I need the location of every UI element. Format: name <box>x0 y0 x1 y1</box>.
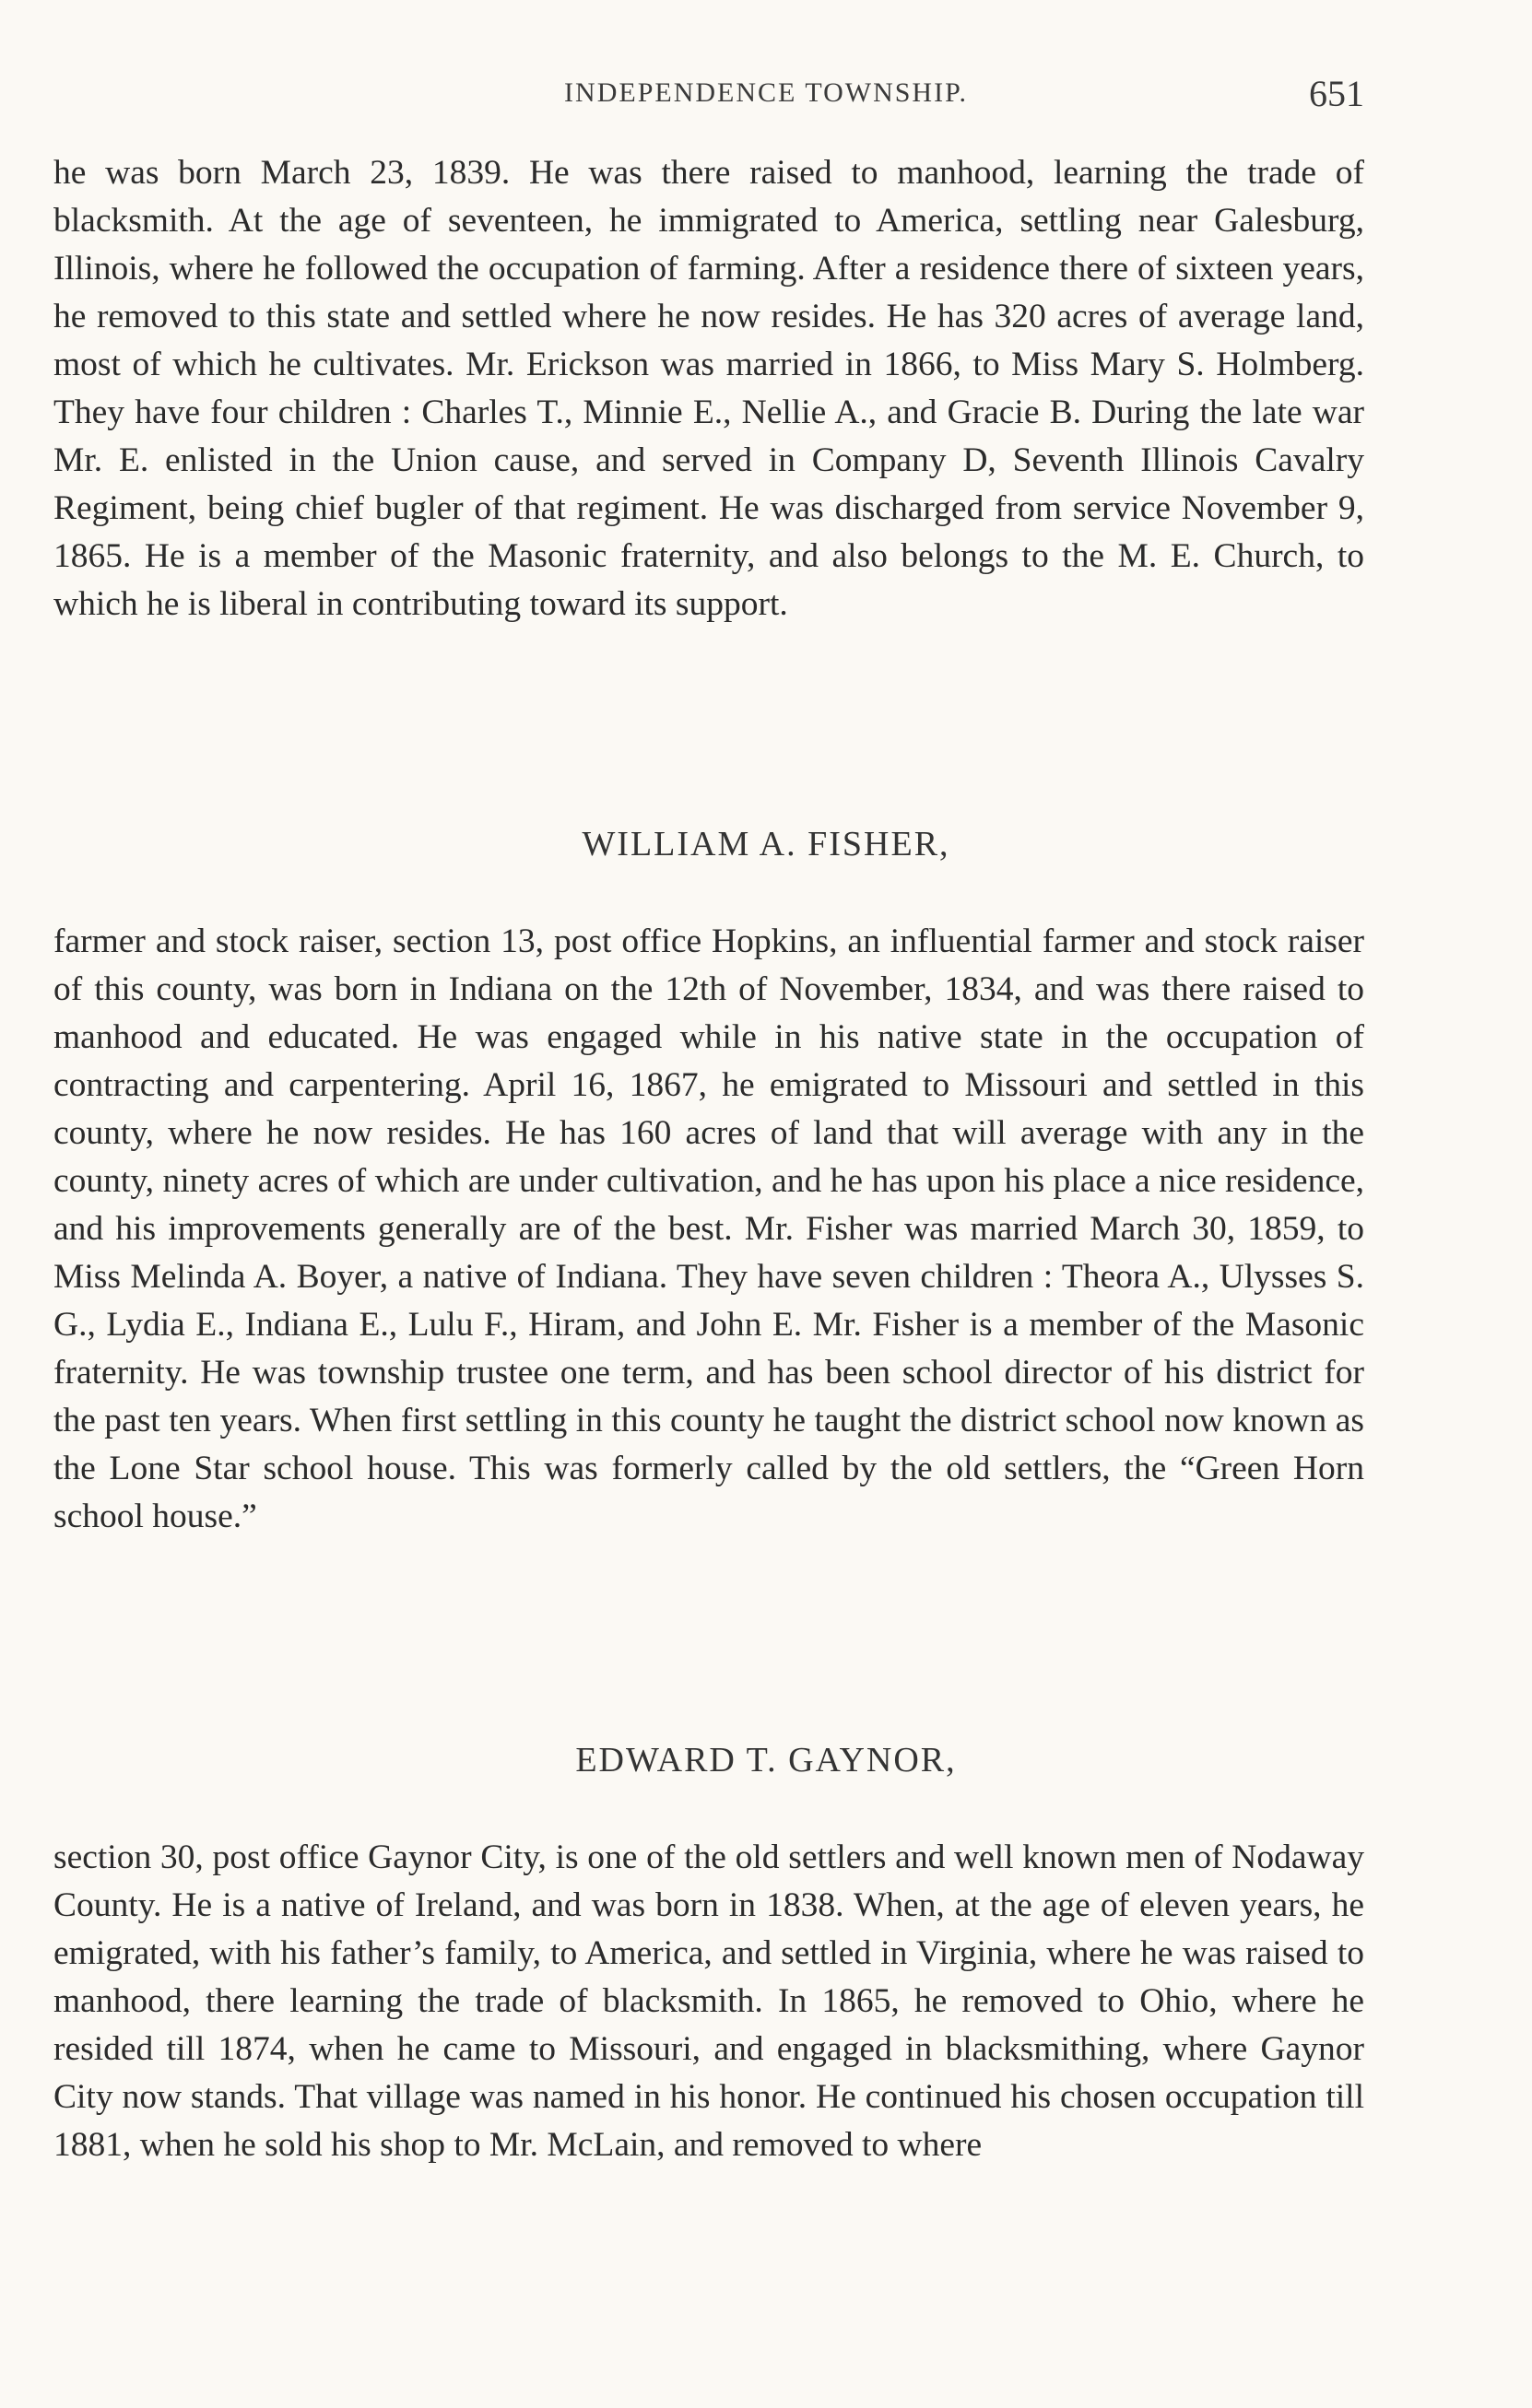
running-header <box>0 72 1532 127</box>
gaynor-biography <box>53 1834 1364 2169</box>
fisher-biography <box>53 918 1364 1541</box>
section-heading-edward-t-gaynor: EDWARD T. GAYNOR, <box>575 1741 957 1780</box>
running-title: INDEPENDENCE TOWNSHIP. <box>564 77 968 108</box>
erickson-biography-continued <box>53 149 1364 628</box>
paragraph-text: he was born March 23, 1839. He was there raised to manhood, learning the trade of blacksmith. At the age of seventeen, he immigrated to America, settling near Galesburg, Illinois, where he followed the occupation of farming. After a residence there of sixteen years, he removed to this state and settled where he now resides. He has 320 acres of average land, most of which he cultivates. Mr. Erickson was married in 1866, to Miss Mary S. Holmberg. They have four children : Charles T., Minnie E., Nellie A., and Gracie B. During the late war Mr. E. enlisted in the Union cause, and served in Company D, Seventh Illinois Cavalry Regiment, being chief bugler of that regiment. He was discharged from service November 9, 1865. He is a member of the Masonic fraternity, and also belongs to the M. E. Church, to which he is liberal in contributing toward its support. <box>53 154 1364 623</box>
section-heading-william-a-fisher: WILLIAM A. FISHER, <box>582 825 950 863</box>
page-number: 651 <box>1309 73 1364 114</box>
paragraph-text: section 30, post office Gaynor City, is one of the old settlers and well known men of Nodaway County. He is a native of Ireland, and was born in 1838. When, at the age of eleven years, he emigrated, with his father’s family, to America, and settled in Virginia, where he was raised to manhood, there learning the trade of blacksmith. In 1865, he removed to Ohio, where he resided till 1874, when he came to Missouri, and engaged in blacksmithing, where Gaynor City now stands. That village was named in his honor. He continued his chosen occupation till 1881, when he sold his shop to Mr. McLain, and removed to where <box>53 1838 1364 2164</box>
paragraph-text: farmer and stock raiser, section 13, post office Hopkins, an influential farmer and stock raiser of this county, was born in Indiana on the 12th of November, 1834, and was there raised to manhood and educated. He was engaged while in his native state in the occupation of contracting and carpentering. April 16, 1867, he emigrated to Missouri and settled in this county, where he now resides. He has 160 acres of land that will average with any in the county, ninety acres of which are under cultivation, and he has upon his place a nice residence, and his improvements generally are of the best. Mr. Fisher was married March 30, 1859, to Miss Melinda A. Boyer, a native of Indiana. They have seven children : Theora A., Ulysses S. G., Lydia E., Indiana E., Lulu F., Hiram, and John E. Mr. Fisher is a member of the Masonic fraternity. He was township trustee one term, and has been school director of his district for the past ten years. When first settling in this county he taught the district school now known as the Lone Star school house. This was formerly called by the old settlers, the “Green Horn school house.” <box>53 922 1364 1535</box>
